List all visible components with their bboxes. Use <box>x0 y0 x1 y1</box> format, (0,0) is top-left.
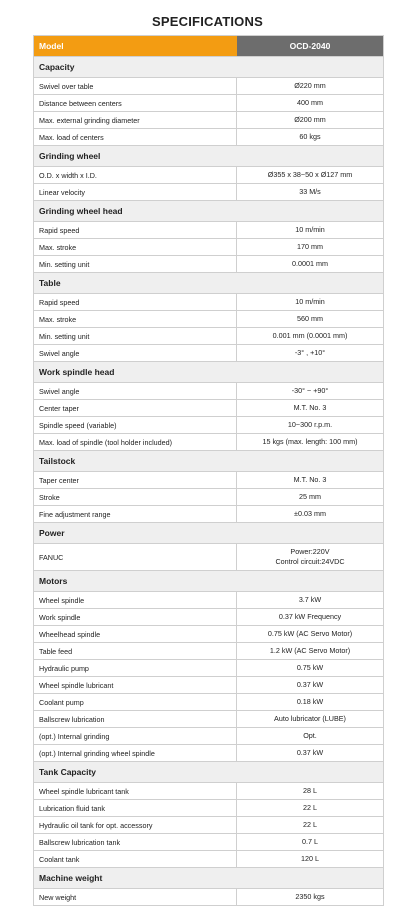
spec-label: Hydraulic pump <box>34 660 237 676</box>
table-row <box>34 889 383 906</box>
section-header: Grinding wheel head <box>34 201 383 222</box>
spec-label: Distance between centers <box>34 95 237 111</box>
table-row <box>34 609 383 626</box>
table-row <box>34 660 383 677</box>
spec-label: Linear velocity <box>34 184 237 200</box>
spec-value: Ø200 mm <box>294 115 326 124</box>
spec-table <box>33 35 384 906</box>
spec-value: 0.75 kW <box>296 663 324 672</box>
spec-label: Work spindle <box>34 609 237 625</box>
table-row <box>34 506 383 523</box>
section-header: Tailstock <box>34 451 383 472</box>
spec-value: 120 L <box>301 854 319 863</box>
table-row <box>34 256 383 273</box>
spec-value: 22 L <box>303 803 317 812</box>
table-row <box>34 592 383 609</box>
spec-value-lines <box>275 547 344 567</box>
section-header: Machine weight <box>34 868 383 889</box>
spec-label: Max. load of centers <box>34 129 237 145</box>
spec-value <box>237 544 383 570</box>
spec-value: M.T. No. 3 <box>293 403 327 412</box>
spec-value: 25 mm <box>299 492 321 501</box>
spec-label: (opt.) Internal grinding <box>34 728 237 744</box>
spec-label: Center taper <box>34 400 237 416</box>
spec-value: -30° ~ +90° <box>291 386 329 395</box>
spec-label: Ballscrew lubrication tank <box>34 834 237 850</box>
page-title: SPECIFICATIONS <box>152 14 263 29</box>
table-row <box>34 95 383 112</box>
spec-value: 1.2 kW (AC Servo Motor) <box>269 646 351 655</box>
table-row <box>34 783 383 800</box>
table-row <box>34 129 383 146</box>
table-row <box>34 239 383 256</box>
spec-value: ±0.03 mm <box>294 509 326 518</box>
spec-label: Table feed <box>34 643 237 659</box>
table-row <box>34 834 383 851</box>
table-row <box>34 626 383 643</box>
spec-label: Lubrication fluid tank <box>34 800 237 816</box>
spec-label: Wheel spindle <box>34 592 237 608</box>
spec-label: Ballscrew lubrication <box>34 711 237 727</box>
section-header: Grinding wheel <box>34 146 383 167</box>
spec-value: 400 mm <box>297 98 323 107</box>
spec-value: M.T. No. 3 <box>293 475 327 484</box>
table-row <box>34 417 383 434</box>
spec-label: Min. setting unit <box>34 256 237 272</box>
table-row <box>34 677 383 694</box>
table-row <box>34 345 383 362</box>
spec-value: 0.75 kW (AC Servo Motor) <box>267 629 353 638</box>
spec-value: Opt. <box>303 731 317 740</box>
spec-value: 33 M/s <box>299 187 321 196</box>
spec-value: 560 mm <box>297 314 323 323</box>
table-row <box>34 311 383 328</box>
spec-value: 2350 kgs <box>295 892 325 901</box>
spec-value: 0.7 L <box>302 837 318 846</box>
spec-label: Max. load of spindle (tool holder included) <box>34 434 237 450</box>
spec-label: Swivel angle <box>34 345 237 361</box>
table-row <box>34 167 383 184</box>
spec-label: Coolant tank <box>34 851 237 867</box>
spec-label: Wheel spindle lubricant tank <box>34 783 237 799</box>
model-label: Model <box>34 36 237 56</box>
spec-value: Auto lubricator (LUBE) <box>274 714 346 723</box>
spec-label: Wheel spindle lubricant <box>34 677 237 693</box>
table-row <box>34 328 383 345</box>
table-row <box>34 851 383 868</box>
spec-label: Wheelhead spindle <box>34 626 237 642</box>
table-row <box>34 400 383 417</box>
spec-label: Max. external grinding diameter <box>34 112 237 128</box>
table-row <box>34 434 383 451</box>
spec-label: Max. stroke <box>34 311 237 327</box>
table-row <box>34 728 383 745</box>
spec-label: Swivel over table <box>34 78 237 94</box>
table-row <box>34 817 383 834</box>
spec-value: 22 L <box>303 820 317 829</box>
spec-value: 170 mm <box>297 242 323 251</box>
table-row <box>34 800 383 817</box>
spec-value: Ø355 x 38~50 x Ø127 mm <box>267 170 353 179</box>
table-row <box>34 112 383 129</box>
spec-label: Taper center <box>34 472 237 488</box>
table-row <box>34 222 383 239</box>
table-row <box>34 294 383 311</box>
spec-value: 3.7 kW <box>298 595 322 604</box>
spec-label: Rapid speed <box>34 294 237 310</box>
spec-value: -3° , +10° <box>294 348 326 357</box>
spec-value: 0.37 kW <box>296 748 324 757</box>
spec-value: 10 m/min <box>295 225 325 234</box>
spec-value: 0.001 mm (0.0001 mm) <box>272 331 348 340</box>
table-header <box>34 36 383 57</box>
table-row <box>34 544 383 571</box>
section-header: Capacity <box>34 57 383 78</box>
spec-label: Hydraulic oil tank for opt. accessory <box>34 817 237 833</box>
spec-value: Ø220 mm <box>294 81 326 90</box>
spec-value: 10~300 r.p.m. <box>287 420 333 429</box>
table-row <box>34 745 383 762</box>
table-row <box>34 489 383 506</box>
spec-label: O.D. x width x I.D. <box>34 167 237 183</box>
spec-label: Min. setting unit <box>34 328 237 344</box>
spec-value: 10 m/min <box>295 297 325 306</box>
spec-value-line: Power:220V <box>290 547 330 556</box>
table-row <box>34 184 383 201</box>
spec-value: 0.37 kW Frequency <box>278 612 342 621</box>
section-header: Motors <box>34 571 383 592</box>
table-row <box>34 383 383 400</box>
table-row <box>34 643 383 660</box>
table-row <box>34 78 383 95</box>
model-value: OCD-2040 <box>237 36 383 56</box>
spec-label: (opt.) Internal grinding wheel spindle <box>34 745 237 761</box>
spec-value: 28 L <box>303 786 317 795</box>
spec-value: 0.18 kW <box>296 697 324 706</box>
section-header: Power <box>34 523 383 544</box>
spec-label: Spindle speed (variable) <box>34 417 237 433</box>
spec-label: FANUC <box>34 544 237 570</box>
table-row <box>34 694 383 711</box>
spec-value: 0.0001 mm <box>292 259 328 268</box>
spec-label: New weight <box>34 889 237 905</box>
spec-label: Max. stroke <box>34 239 237 255</box>
spec-value: 60 kgs <box>299 132 321 141</box>
table-row <box>34 711 383 728</box>
spec-label: Fine adjustment range <box>34 506 237 522</box>
spec-value-line: Control circuit:24VDC <box>275 557 345 566</box>
spec-label: Coolant pump <box>34 694 237 710</box>
spec-value: 15 kgs (max. length: 100 mm) <box>262 437 358 446</box>
spec-label: Swivel angle <box>34 383 237 399</box>
spec-label: Stroke <box>34 489 237 505</box>
section-header: Table <box>34 273 383 294</box>
section-header: Tank Capacity <box>34 762 383 783</box>
section-header: Work spindle head <box>34 362 383 383</box>
spec-label: Rapid speed <box>34 222 237 238</box>
table-row <box>34 472 383 489</box>
spec-value: 0.37 kW <box>296 680 324 689</box>
